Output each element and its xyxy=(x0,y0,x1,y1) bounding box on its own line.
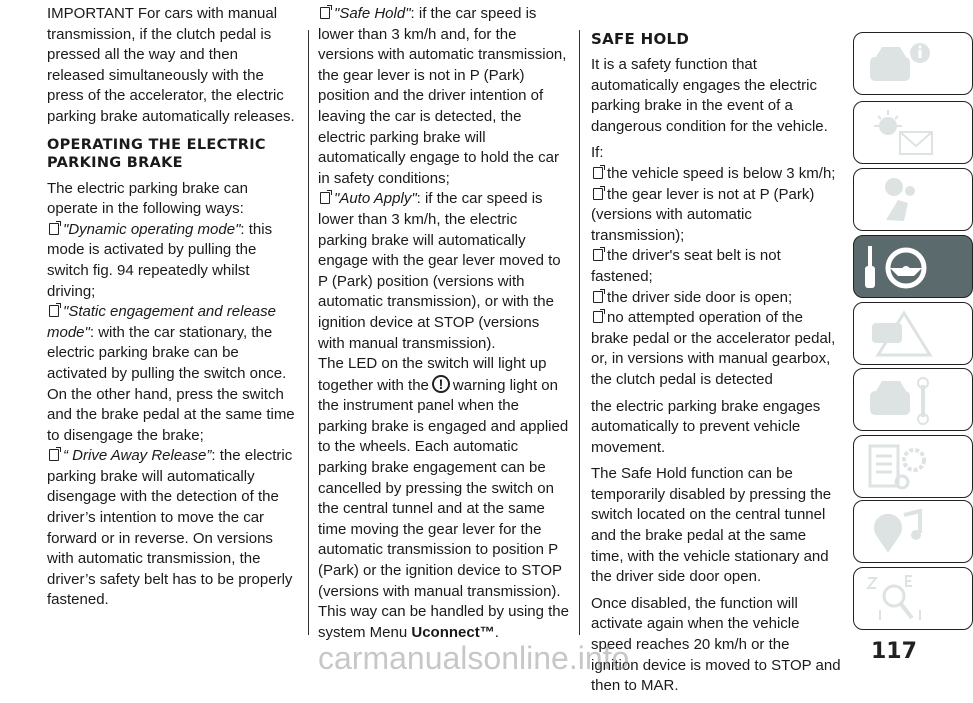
condition-text: the gear lever is not at P (Park) (versions with automatic transmission); xyxy=(591,185,815,244)
list-item xyxy=(318,4,570,189)
tab-index[interactable] xyxy=(853,567,973,630)
bullet-box-icon xyxy=(320,7,330,19)
bullet-box-icon xyxy=(49,305,59,317)
list-item xyxy=(318,189,570,354)
condition-item xyxy=(591,185,841,247)
list-item xyxy=(47,446,297,611)
item-title: “ Drive Away Release” xyxy=(63,447,212,465)
tab-car-info[interactable] xyxy=(853,32,973,95)
condition-item xyxy=(591,308,841,390)
list-gear-icon xyxy=(864,442,936,492)
page-number: 117 xyxy=(871,639,917,664)
item-text: : with the car stationary, the electric parking brake can be activated by pulling the switch once. On the other hand, press the switch and the brake pedal at the same time to disengage the brake; xyxy=(47,323,295,444)
key-steering-wheel-icon xyxy=(864,242,936,292)
column-divider xyxy=(579,30,580,635)
item-text: : the electric parking brake will automatically disengage with the detection of the driver’s intention to move the car forward or in reverse. On versions with automatic transmission, the driver’s safety belt has to be properly fastened. xyxy=(47,447,293,609)
condition-text: the driver's seat belt is not fastened; xyxy=(591,247,781,285)
section-heading: SAFE HOLD xyxy=(591,30,690,48)
tab-safety[interactable] xyxy=(853,168,973,231)
car-info-icon xyxy=(864,39,936,89)
tab-emergency[interactable] xyxy=(853,302,973,365)
bullet-box-icon xyxy=(320,192,330,204)
condition-text: no attempted operation of the brake pedal or the accelerator pedal, or, in versions with manual gearbox, the clutch pedal is detected xyxy=(591,309,836,388)
tab-maintenance[interactable] xyxy=(853,368,973,431)
led-text: warning light on the instrument panel when the parking brake is engaged and applied to the wheels. Each automatic parking brake engagement can be cancelled by pressing the switch on the central tunnel and at the same time moving the gear lever for the automatic transmission to position P (Park) or the ignition device to STOP (versions with manual transmission). This way can be handled by using the system Menu xyxy=(318,376,569,641)
condition-item xyxy=(591,164,841,185)
watermark: carmanualsonline.info xyxy=(318,640,630,676)
car-hazard-icon xyxy=(864,309,936,359)
bullet-box-icon xyxy=(593,311,603,323)
column-2 xyxy=(318,4,570,649)
uconnect-label: Uconnect™ xyxy=(411,623,495,641)
airbag-seatbelt-icon xyxy=(864,175,936,225)
bullet-box-icon xyxy=(593,167,603,179)
intro-text: It is a safety function that automatically engages the electric parking brake in the event of a dangerous condition for the vehicle. xyxy=(591,56,828,135)
item-title: "Auto Apply" xyxy=(334,190,417,208)
period: . xyxy=(494,623,499,641)
tab-technical-data[interactable] xyxy=(853,435,973,498)
column-divider xyxy=(308,30,309,635)
bullet-box-icon xyxy=(593,188,603,200)
important-note: IMPORTANT For cars with manual transmission, if the clutch pedal is pressed all the way and then released simultaneously with the press of the accelerator, the electric parking brake automatically releases. xyxy=(47,5,295,125)
if-label: If: xyxy=(591,144,604,162)
result-text: the electric parking brake engages automatically to prevent vehicle movement. xyxy=(591,397,821,456)
item-text: : this mode is activated by pulling the switch fig. 94 repeatedly whilst driving; xyxy=(47,220,273,300)
column-1 xyxy=(47,4,297,611)
item-title: "Safe Hold" xyxy=(334,5,411,22)
bullet-box-icon xyxy=(593,291,603,303)
bullet-box-icon xyxy=(593,249,603,261)
tab-starting-driving[interactable] xyxy=(853,235,973,298)
item-title: "Dynamic operating mode" xyxy=(63,220,241,238)
item-text: : if the car speed is lower than 3 km/h and, for the versions with automatic transmission, the gear lever is not in P (Park) position and the driver intention of leaving the car is detected, the electric parking brake will automatically engage to hold the car in safety conditions; xyxy=(318,5,567,187)
list-item xyxy=(47,220,297,302)
column-3 xyxy=(591,4,841,703)
tab-warning-lights[interactable] xyxy=(853,101,973,164)
disable-text: The Safe Hold function can be temporarily disabled by pressing the switch located on the central tunnel and the brake pedal at the same time, with the vehicle stationary and the driver side door open. xyxy=(591,465,832,586)
led-paragraph xyxy=(318,354,570,643)
parking-brake-warning-icon: ! xyxy=(432,375,450,393)
condition-text: the driver side door is open; xyxy=(607,288,793,306)
car-wrench-icon xyxy=(864,375,936,425)
reactivate-text: Once disabled, the function will activate again when the vehicle speed reaches 20 km/h or the ignition device is moved to STOP and then to MAR. xyxy=(591,594,841,695)
tab-multimedia[interactable] xyxy=(853,500,973,563)
bullet-box-icon xyxy=(49,223,59,235)
condition-item xyxy=(591,246,841,287)
intro-text: The electric parking brake can operate in the following ways: xyxy=(47,179,248,218)
list-item xyxy=(47,302,297,446)
condition-text: the vehicle speed is below 3 km/h; xyxy=(607,164,836,182)
warning-light-message-icon xyxy=(864,108,936,158)
multimedia-music-icon xyxy=(864,507,936,557)
item-title: "Static engagement and release mode" xyxy=(47,303,276,341)
bullet-box-icon xyxy=(49,449,59,461)
led-text: The LED on the switch will light up together with the xyxy=(318,355,547,394)
alphabetical-index-icon xyxy=(864,574,936,624)
item-text: : if the car speed is lower than 3 km/h, the electric parking brake will automatically engage with the gear lever moved to P (Park) position (versions with automatic transmission), or with the ignition device at STOP (versions with manual transmission). xyxy=(318,190,561,352)
condition-item xyxy=(591,288,841,309)
section-heading: OPERATING THE ELECTRIC PARKING BRAKE xyxy=(47,136,266,171)
